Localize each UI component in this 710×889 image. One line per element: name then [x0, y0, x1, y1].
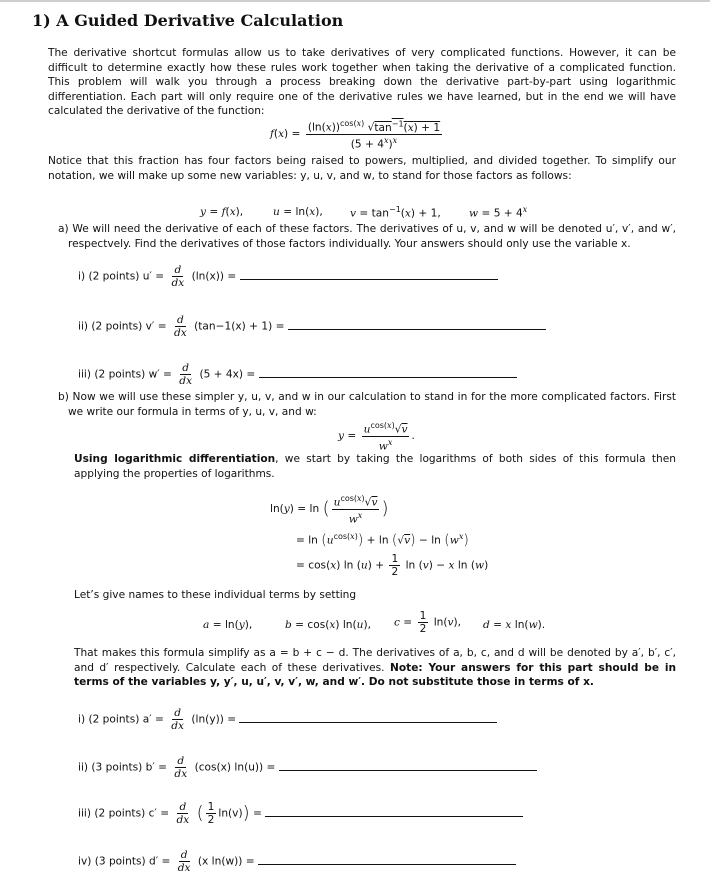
answer-blank-w-prime[interactable]: [259, 377, 517, 378]
part-a-item-3: iii) (2 points) w′ = $\frac{d}{dx}$ (5 + 4x) =: [78, 362, 517, 387]
part-b-item-4: iv) (3 points) d′ = $\frac{d}{dx}$ (x ln(w)) =: [78, 849, 516, 874]
part-b-item-1: i) (2 points) a′ = $\frac{d}{dx}$ (ln(y)) =: [78, 707, 497, 732]
notice-paragraph: Notice that this fraction has four factors being raised to powers, multiplied, and divided together. To simplify our notation, we will make up some new variables: y, u, v, and w, to stand for those factors as follows:: [48, 155, 676, 182]
name-c: c = $\frac{1}{2}$ ln(v),: [394, 610, 461, 635]
definition-u: u = ln(x),: [273, 206, 323, 218]
problem-title: 1) A Guided Derivative Calculation: [32, 11, 344, 30]
name-b: b = cos(x) ln(u),: [285, 619, 371, 631]
part-a-intro: a) We will need the derivative of each of these factors. The derivatives of u, v, and w will be denoted u′, v′, and w′, respectvely. Find the derivatives of those factors individually. Your answers should only use the variable x.: [58, 223, 676, 250]
log-line-3: = cos(x) ln (u) + $\frac{1}{2}$ ln (v) − x ln (w): [296, 553, 489, 578]
names-intro: Let’s give names to these individual terms by setting: [74, 589, 357, 601]
answer-blank-d-prime[interactable]: [258, 864, 516, 865]
definition-w: $w = 5 + 4^x$: [469, 205, 528, 220]
name-a: a = ln(y),: [203, 619, 253, 631]
answer-blank-b-prime[interactable]: [279, 770, 537, 771]
part-b-formula: y = $\frac{u^{cos(x)}√v}{w^x}$ .: [338, 421, 415, 453]
main-formula-fraction: $\frac{(\ln(x))^{cos(x)} √\tan^{-1}(x) + 1}{(5 + 4^x)^x}$: [307, 119, 441, 151]
log-diff-intro: Using logarithmic differentiation, we start by taking the logarithms of both sides of this formula then applying the properties of logarithms.: [74, 453, 676, 480]
definition-y: y = f(x),: [200, 206, 244, 218]
part-b-intro: b) Now we will use these simpler y, u, v, and w in our calculation to stand in for the more complicated factors. First we write our formula in terms of y, u, v, and w:: [58, 391, 676, 418]
part-b-item-2: ii) (3 points) b′ = $\frac{d}{dx}$ (cos(x) ln(u)) =: [78, 755, 537, 780]
part-a-item-2: ii) (2 points) v′ = $\frac{d}{dx}$ (tan−1(x) + 1) =: [78, 314, 546, 339]
log-line-1: ln(y) = ln ( $\frac{u^{cos(x)}√v}{w^x}$ ): [270, 494, 389, 526]
top-rule: [0, 0, 710, 2]
part-b-item-3: iii) (2 points) c′ = $\frac{d}{dx}$ ( $\frac{1}{2}$ ln(v)) =: [78, 801, 523, 826]
log-line-2: = $\ln (u^{cos(x)}) + \ln (√v) - \ln (w^x)$: [296, 532, 469, 549]
answer-blank-c-prime[interactable]: [265, 816, 523, 817]
intro-paragraph: The derivative shortcut formulas allow us to take derivatives of very complicated functions. However, it can be difficult to determine exactly how these rules work together when taking the derivative of a complicated function. This problem will walk you through a process breaking down the derivative part-by-part using logarithmic differentiation. Each part will only require one of the derivative rules we have learned, but in the end we will have calculated the derivative of the function:: [48, 47, 676, 118]
main-formula: f(x) = $\frac{(\ln(x))^{cos(x)} √\tan^{-1}(x) + 1}{(5 + 4^x)^x}$: [270, 119, 441, 151]
definition-v: $v = \tan^{-1}(x) + 1$,: [350, 205, 441, 220]
name-d: d = x ln(w).: [483, 619, 546, 631]
answer-blank-a-prime[interactable]: [239, 722, 497, 723]
answer-blank-u-prime[interactable]: [240, 279, 498, 280]
simplify-paragraph: That makes this formula simplify as a = b + c − d. The derivatives of a, b, c, and d will be denoted by a′, b′, c′, and d′ respectively. Calculate each of these derivatives. Note: Your answers for this part should be in terms of the variables y, y′, u, u′, v, v′, w, and w′. Do not substitute those in terms of x.: [74, 647, 677, 689]
answer-blank-v-prime[interactable]: [288, 329, 546, 330]
part-a-item-1: i) (2 points) u′ = $\frac{d}{dx}$ (ln(x)) =: [78, 264, 498, 289]
